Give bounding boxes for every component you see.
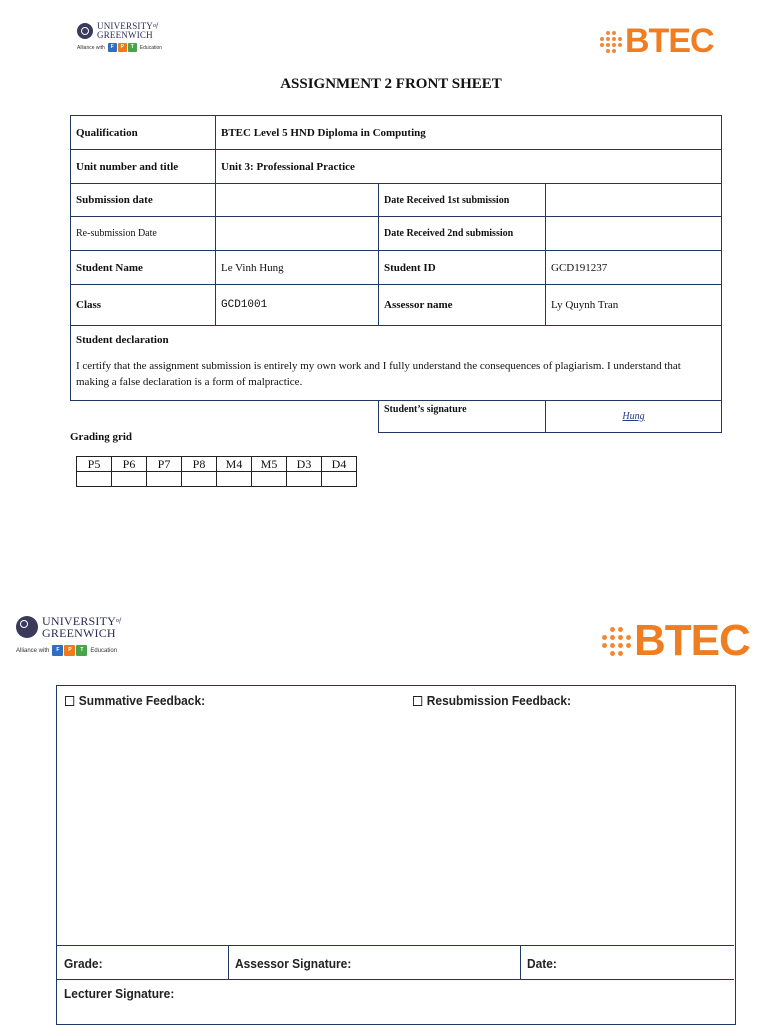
table-row xyxy=(71,150,722,184)
fpt-logo: F P T xyxy=(108,43,137,52)
table-row xyxy=(71,116,722,150)
grade-header: P7 xyxy=(147,457,182,472)
university-name-2: GREENWICH xyxy=(97,30,153,40)
signature-value: Hung xyxy=(546,401,722,433)
table-row xyxy=(71,401,722,433)
unit-label: Unit number and title xyxy=(71,150,216,184)
qualification-value: BTEC Level 5 HND Diploma in Computing xyxy=(216,116,722,150)
grading-grid xyxy=(76,456,357,487)
grading-grid-header-row xyxy=(77,457,357,472)
btec-dots-icon xyxy=(602,627,631,656)
page-title: ASSIGNMENT 2 FRONT SHEET xyxy=(280,76,502,92)
date-label: Date: xyxy=(527,956,557,971)
student-id-label: Student ID xyxy=(379,251,546,285)
empty-cell xyxy=(71,401,379,433)
student-name-label: Student Name xyxy=(71,251,216,285)
date-received-1-label: Date Received 1st submission xyxy=(379,184,546,217)
table-row xyxy=(71,326,722,401)
submission-date-value xyxy=(216,184,379,217)
resubmission-date-value xyxy=(216,217,379,251)
assessor-value: Ly Quynh Tran xyxy=(546,285,722,326)
divider xyxy=(228,945,229,979)
summative-checkbox[interactable] xyxy=(65,696,74,706)
grade-label: Grade: xyxy=(64,956,103,971)
assessor-label: Assessor name xyxy=(379,285,546,326)
date-received-2-value xyxy=(546,217,722,251)
table-row xyxy=(71,285,722,326)
grade-cell xyxy=(287,472,322,487)
crest-icon xyxy=(16,616,38,638)
alliance-line: Alliance with F P T Education xyxy=(16,645,121,656)
signature-label: Student’s signature xyxy=(379,401,546,433)
btec-wordmark: BTEC xyxy=(625,22,714,60)
resubmission-feedback[interactable]: Resubmission Feedback: xyxy=(413,693,571,708)
btec-wordmark: BTEC xyxy=(634,616,750,665)
lecturer-signature-label: Lecturer Signature: xyxy=(64,986,175,1001)
grade-cell xyxy=(77,472,112,487)
grade-cell xyxy=(147,472,182,487)
grade-cell xyxy=(322,472,357,487)
declaration-label: Student declaration xyxy=(76,334,169,346)
summative-feedback[interactable]: Summative Feedback: xyxy=(65,693,205,708)
resubmission-checkbox[interactable] xyxy=(413,696,422,706)
divider xyxy=(520,945,521,979)
alliance-line: Alliance with F P T Education xyxy=(77,44,163,51)
grade-cell xyxy=(217,472,252,487)
btec-logo-2 xyxy=(602,616,750,666)
date-received-1-value xyxy=(546,184,722,217)
grade-header: M5 xyxy=(252,457,287,472)
crest-icon xyxy=(77,23,93,39)
grade-header: P8 xyxy=(182,457,217,472)
grade-header: D3 xyxy=(287,457,322,472)
front-sheet-table xyxy=(70,115,722,433)
btec-dots-icon xyxy=(600,31,622,53)
divider xyxy=(57,945,734,946)
grade-cell xyxy=(112,472,147,487)
declaration-cell xyxy=(71,326,722,401)
unit-value: Unit 3: Professional Practice xyxy=(216,150,722,184)
grading-grid-label: Grading grid xyxy=(70,431,133,443)
class-label: Class xyxy=(71,285,216,326)
fpt-logo: F P T xyxy=(52,645,87,656)
btec-logo xyxy=(600,22,714,61)
date-received-2-label: Date Received 2nd submission xyxy=(379,217,546,251)
qualification-label: Qualification xyxy=(71,116,216,150)
grade-header: P5 xyxy=(77,457,112,472)
submission-date-label: Submission date xyxy=(71,184,216,217)
university-name: UNIVERSITY xyxy=(42,614,116,628)
table-row xyxy=(71,217,722,251)
class-value: GCD1001 xyxy=(216,285,379,326)
resubmission-date-label: Re-submission Date xyxy=(71,217,216,251)
university-logo: $UNIVERSITY^{of}$ GREENWICH Alliance with F P T Education xyxy=(77,21,163,51)
grading-grid-value-row xyxy=(77,472,357,487)
student-name-value: Le Vinh Hung xyxy=(216,251,379,285)
divider xyxy=(57,979,734,980)
grade-cell xyxy=(182,472,217,487)
grade-header: P6 xyxy=(112,457,147,472)
university-logo-2: $UNIVERSITY^{of}$ GREENWICH Alliance with F P T Education xyxy=(16,615,121,656)
student-id-value: GCD191237 xyxy=(546,251,722,285)
university-name: UNIVERSITY xyxy=(97,21,153,31)
grade-header: D4 xyxy=(322,457,357,472)
feedback-box xyxy=(56,685,736,1025)
grade-header: M4 xyxy=(217,457,252,472)
declaration-text: I certify that the assignment submission is entirely my own work and I fully understand the consequences of plagiarism. I understand that making a false declaration is a form of malpractice. xyxy=(76,360,681,388)
table-row xyxy=(71,184,722,217)
grade-cell xyxy=(252,472,287,487)
table-row xyxy=(71,251,722,285)
university-name-2: GREENWICH xyxy=(42,626,116,640)
assessor-signature-label: Assessor Signature: xyxy=(235,956,352,971)
